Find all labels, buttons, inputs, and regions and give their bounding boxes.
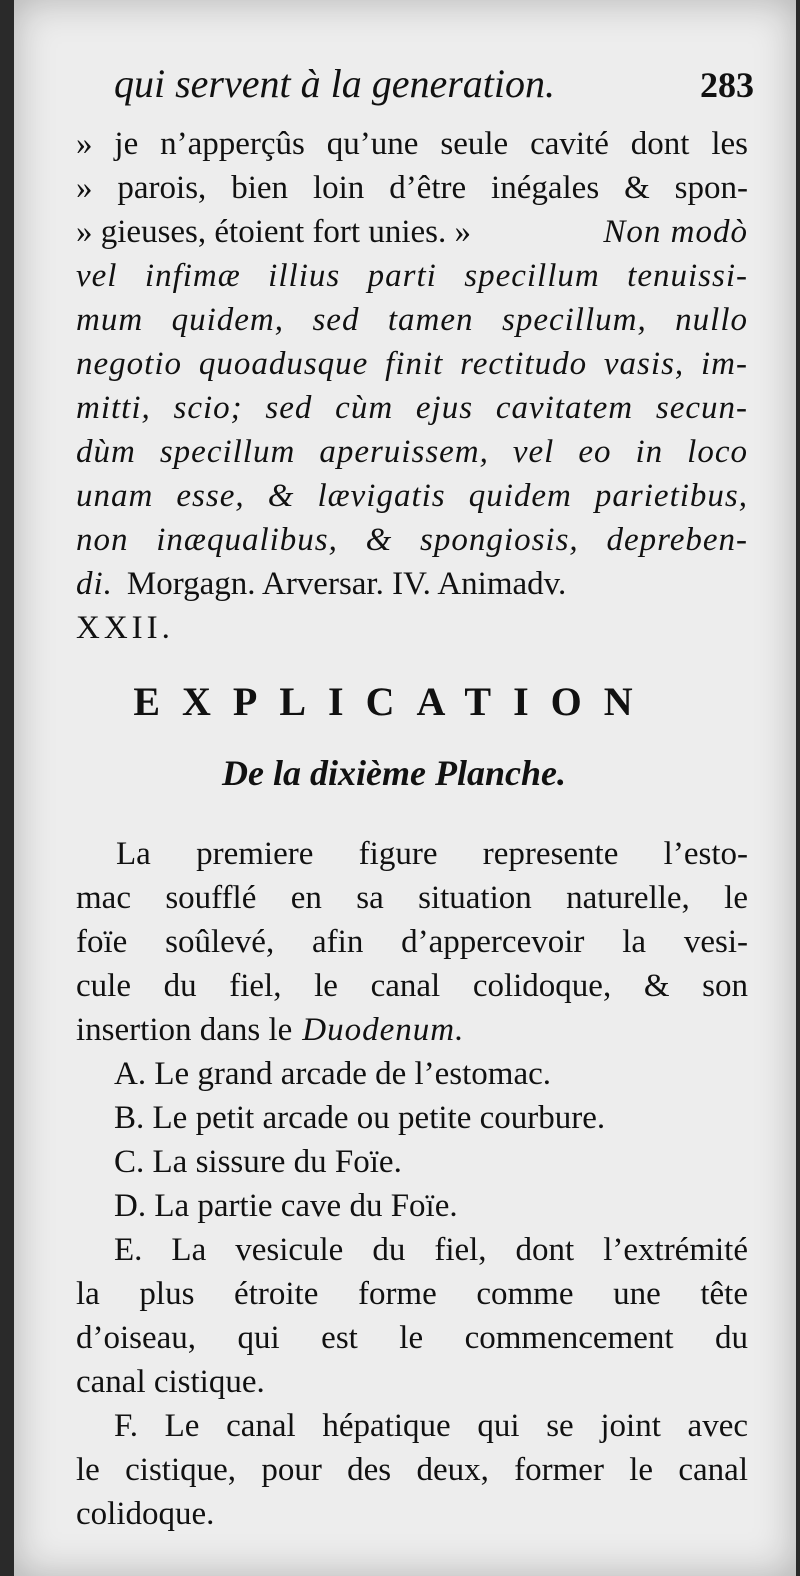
list-item-f: F. Le canal hépatique qui se joint avec <box>114 1408 748 1444</box>
citation-end: XXII. <box>76 610 174 646</box>
list-item-e-cont: la plus étroite forme comme une tête <box>76 1276 748 1312</box>
latin-line: non inæqualibus, & spongiosis, depreben- <box>76 522 748 558</box>
latin-line: mum quidem, sed tamen specillum, nullo <box>76 302 748 338</box>
list-item-f-cont: colidoque. <box>76 1496 215 1532</box>
quote-line-end: » gieuses, étoient fort unies. » <box>76 214 472 250</box>
explication-subheading: De la dixième Planche. <box>222 753 566 793</box>
latin-line: unam esse, & lævigatis quidem parietibus, <box>76 478 748 514</box>
latin-line: vel infimæ illius parti specillum tenuissi- <box>76 258 748 294</box>
latin-quote-start: Non modò <box>603 214 748 250</box>
running-title: qui servent à la generation. <box>114 61 556 106</box>
list-item-e: E. La vesicule du fiel, dont l’extrémité <box>114 1232 748 1268</box>
list-item-b: B. Le petit arcade ou petite courbure. <box>114 1100 606 1136</box>
citation-latin: di. <box>76 566 113 602</box>
latin-line: negotio quoadusque finit rectitudo vasis, im- <box>76 346 748 382</box>
list-item-a: A. Le grand arcade de l’estomac. <box>114 1056 552 1092</box>
running-header <box>114 60 754 107</box>
duodenum-term: Duodenum. <box>302 1012 465 1048</box>
quote-line: » parois, bien loin d’être inégales & spon- <box>76 170 748 206</box>
list-item-e-cont: d’oiseau, qui est le commencement du <box>76 1320 748 1356</box>
list-item-f-cont: le cistique, pour des deux, former le canal <box>76 1452 748 1488</box>
paragraph-line <box>76 1008 748 1052</box>
list-item-e-cont: canal cistique. <box>76 1364 265 1400</box>
book-page <box>14 0 796 1576</box>
paragraph-line: foïe soûlevé, afin d’appercevoir la vesi- <box>76 924 748 960</box>
list-item-c: C. La sissure du Foïe. <box>114 1144 402 1180</box>
paragraph-last-text: insertion dans le <box>76 1012 293 1048</box>
paragraph-line: La premiere figure represente l’esto- <box>116 836 748 872</box>
latin-line: dùm specillum aperuissem, vel eo in loco <box>76 434 748 470</box>
paragraph-line: cule du fiel, le canal colidoque, & son <box>76 968 748 1004</box>
explication-heading: EXPLICATION <box>133 679 655 724</box>
quote-line: » je n’apperçûs qu’une seule cavité dont les <box>76 126 748 162</box>
page-number: 283 <box>700 65 754 105</box>
latin-line: mitti, scio; sed cùm ejus cavitatem secun- <box>76 390 748 426</box>
paragraph-line: mac soufflé en sa situation naturelle, le <box>76 880 748 916</box>
citation-line <box>76 562 748 606</box>
citation-text: Morgagn. Arversar. IV. Animadv. <box>126 566 567 602</box>
list-item-d: D. La partie cave du Foïe. <box>114 1188 458 1224</box>
quote-line <box>76 210 748 254</box>
